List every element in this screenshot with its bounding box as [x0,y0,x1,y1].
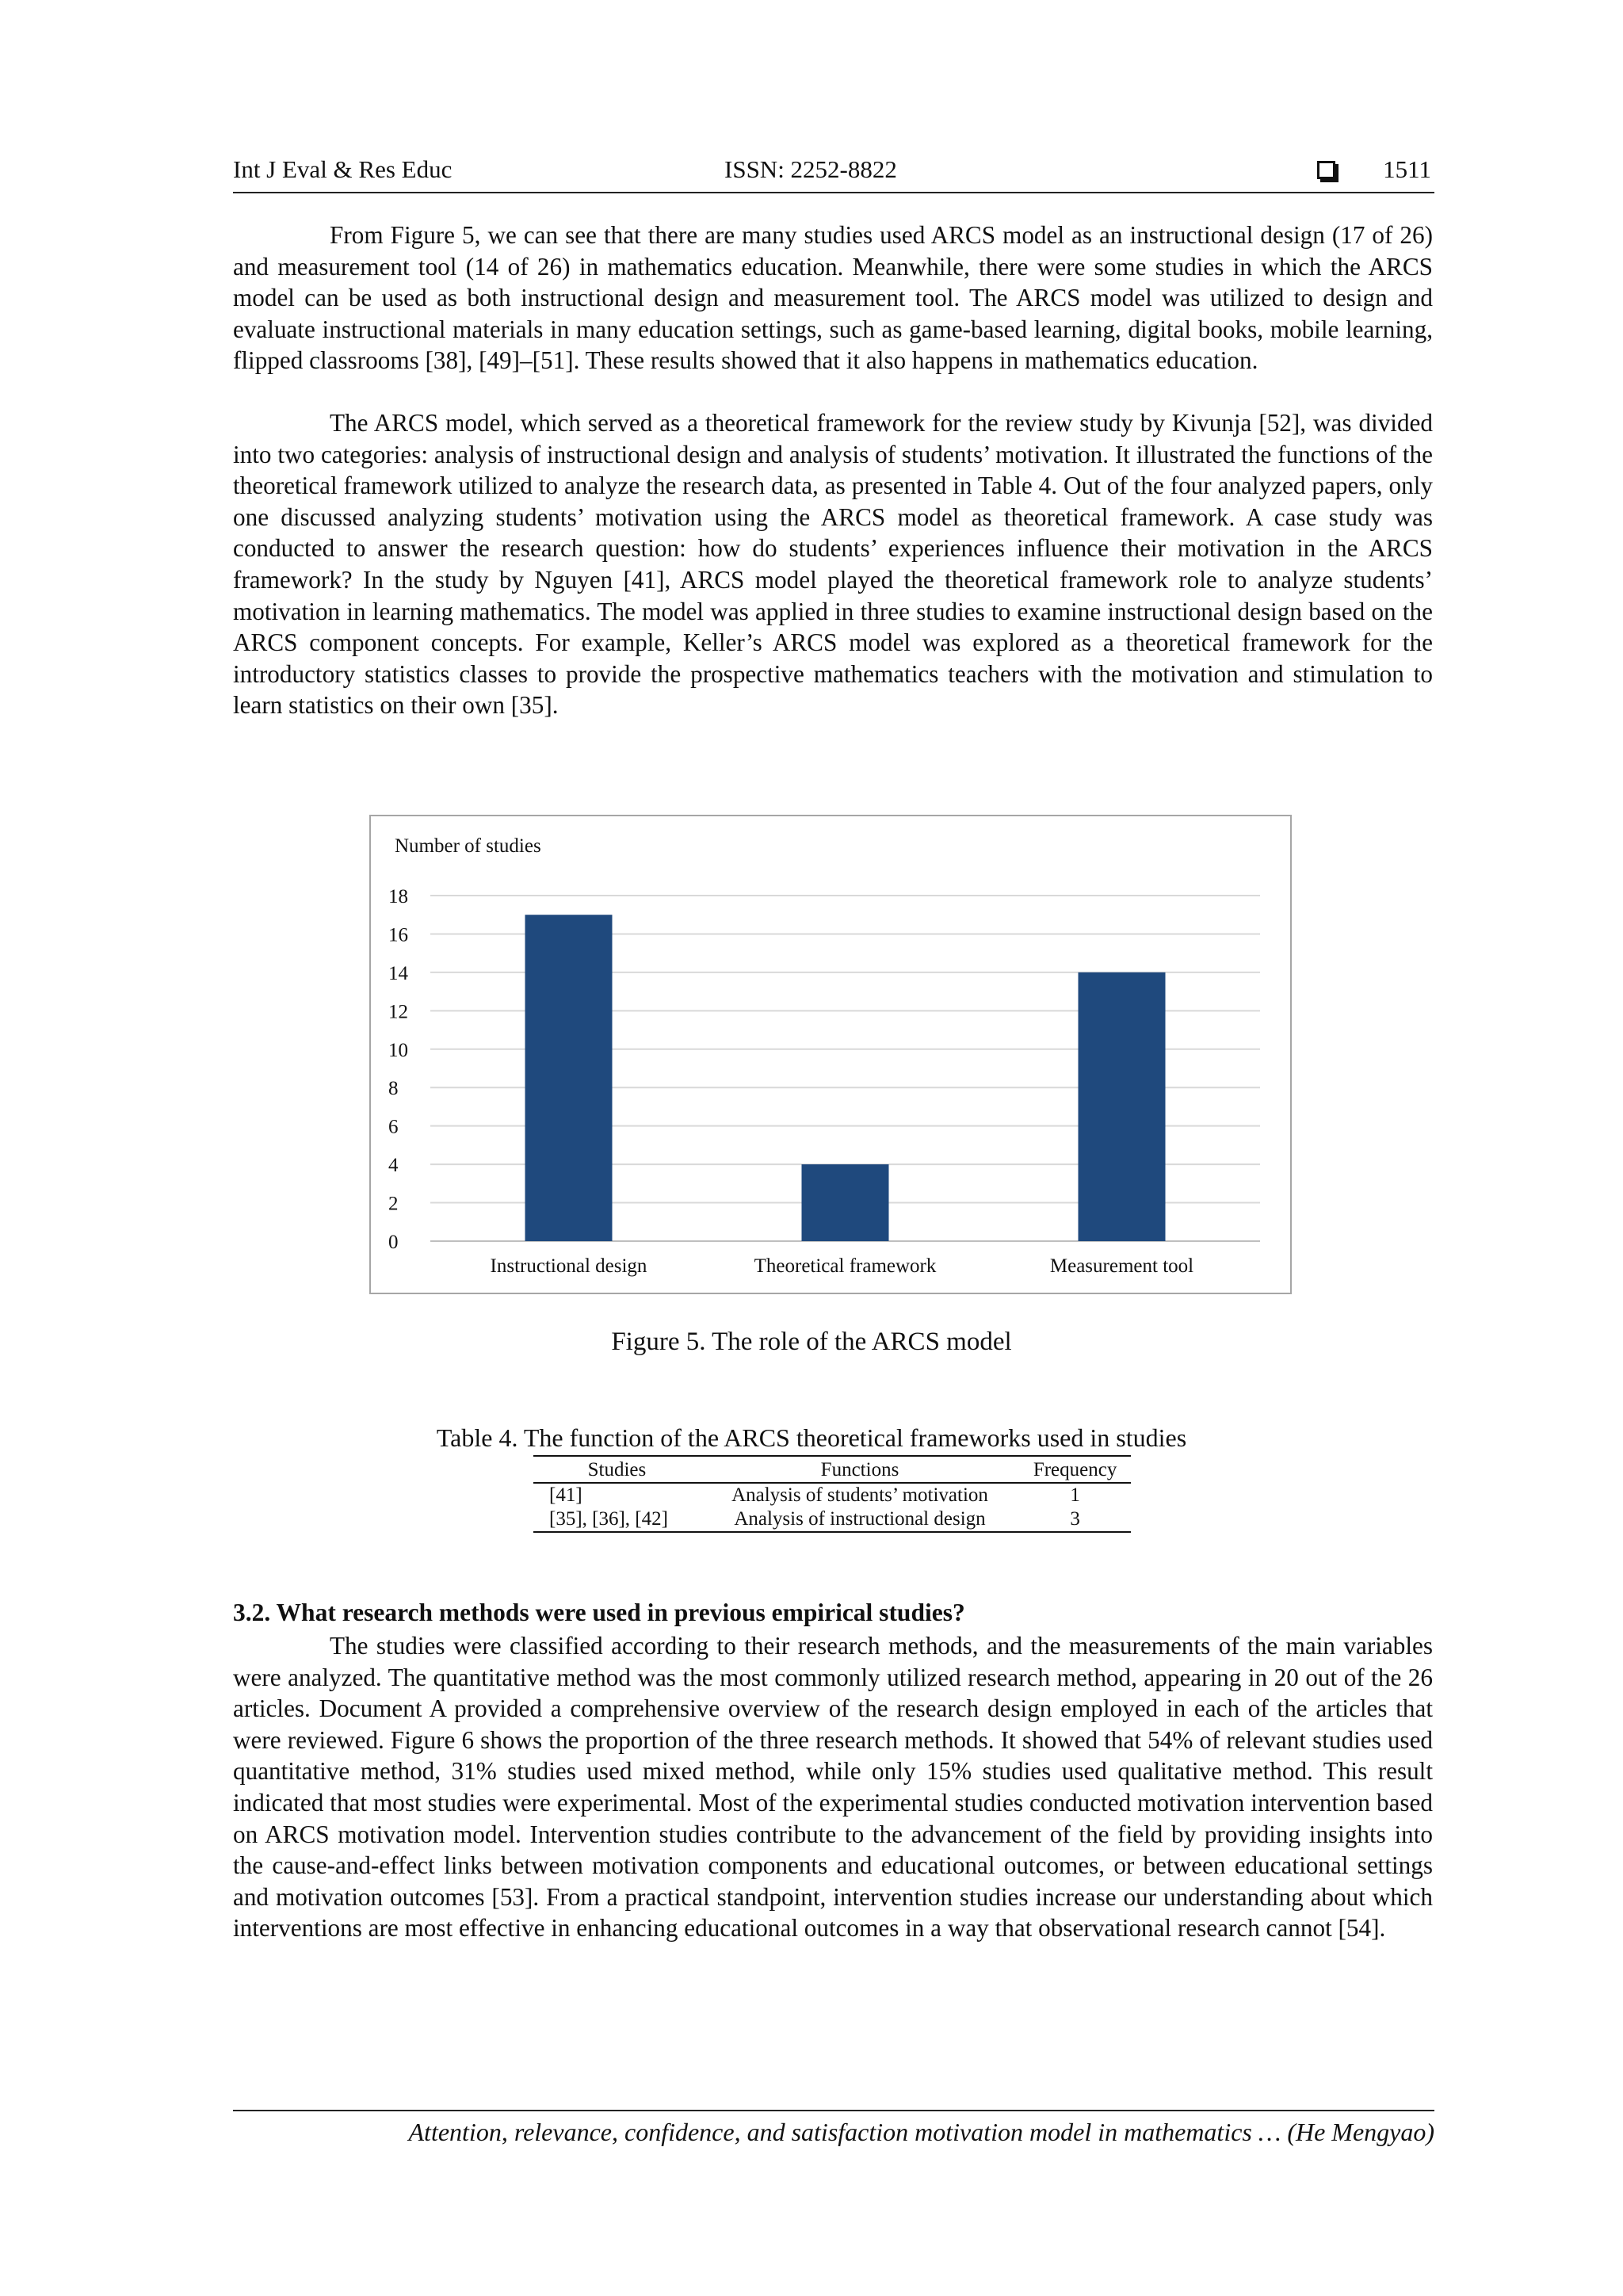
paragraph-3: The studies were classified according to their research methods, and the measurements of the main variables were analyzed. The quantitative method was the most commonly utilized research method, appearing in 20 out of the 26 articles. Document A provided a comprehensive overview of the research design employed in each of the articles that were reviewed. Figure 6 shows the proportion of the three research methods. It showed that 54% of relevant studies used quantitative method, 31% studies used mixed method, while only 15% studies used qualitative method. This result indicated that most studies were experimental. Most of the experimental studies conducted motivation intervention based on ARCS motivation model. Intervention studies contribute to the advancement of the field by providing insights into the cause-and-effect links between motivation components and educational outcomes, or between educational settings and motivation outcomes [53]. From a practical standpoint, intervention studies increase our understanding about which interventions are most effective in enhancing educational outcomes in a way that observational research cannot [54]. [233,1632,1433,1943]
x-tick-label: Theoretical framework [754,1255,937,1277]
cell-frequency: 1 [1070,1484,1080,1506]
y-tick-label: 0 [388,1232,399,1253]
table-caption: Table 4. The function of the ARCS theoretical frameworks used in studies [436,1423,1187,1452]
y-axis-label: Number of studies [395,835,541,857]
y-tick-label: 14 [388,962,408,984]
table-row [533,1483,1131,1507]
x-tick-label: Measurement tool [1049,1255,1194,1277]
col-functions: Functions [701,1456,1019,1483]
page-number: 1511 [1383,155,1431,183]
x-tick-label: Instructional design [490,1255,647,1277]
col-frequency: Frequency [1019,1456,1131,1483]
paragraph-1: From Figure 5, we can see that there are many studies used ARCS model as an instructional design (17 of 26) and measurement tool (14 of 26) in mathematics education. Meanwhile, there were some studies in which the ARCS model can be used as both instructional design and measurement tool. The ARCS model was utilized to design and evaluate instructional materials in many education settings, such as game-based learning, digital books, mobile learning, flipped classrooms [38], [49]–[51]. These results showed that it also happens in mathematics education. [233,221,1433,375]
figure-caption: Figure 5. The role of the ARCS model [611,1328,1012,1356]
y-tick-label: 4 [388,1155,399,1177]
running-header [233,155,1434,193]
running-footer: Attention, relevance, confidence, and satisfaction motivation model in mathematics … (He Mengyao) [233,2110,1434,2147]
y-tick-label: 2 [388,1193,399,1215]
cell-functions: Analysis of students’ motivation [731,1484,988,1506]
table-header-row [533,1456,1131,1483]
cell-functions: Analysis of instructional design [701,1507,1019,1532]
bar-measurement-tool [1079,972,1166,1241]
section-heading: 3.2. What research methods were used in previous empirical studies? [233,1599,965,1626]
figure-5-chart [369,815,1292,1294]
y-tick-label: 10 [388,1039,408,1061]
checkbox-icon [1317,161,1335,179]
y-tick-label: 12 [388,1001,408,1023]
cell-studies: [35], [36], [42] [533,1507,701,1532]
table-4 [533,1455,1131,1533]
issn: ISSN: 2252-8822 [724,155,897,183]
journal-name: Int J Eval & Res Educ [233,155,453,183]
col-studies: Studies [533,1456,701,1483]
cell-frequency: 3 [1019,1507,1131,1532]
bar-theoretical-framework [802,1164,889,1241]
bar-instructional-design [525,915,613,1241]
paragraph-2: The ARCS model, which served as a theoretical framework for the review study by Kivunja [52], was divided into two categories: analysis of instructional design and analysis of students’ motivation. It illustrated the functions of the theoretical framework utilized to analyze the research data, as presented in Table 4. Out of the four analyzed papers, only one discussed analyzing students’ motivation using the ARCS model as theoretical framework. A case study was conducted to answer the research question: how do students’ experiences influence their motivation in the ARCS framework? In the study by Nguyen [41], ARCS model played the theoretical framework role to analyze students’ motivation in learning mathematics. The model was applied in three studies to examine instructional design based on the ARCS component concepts. For example, Keller’s ARCS model was explored as a theoretical framework for the introductory statistics classes to provide the prospective mathematics teachers with the motivation and stimulation to learn statistics on their own [35]. [233,409,1433,720]
y-tick-label: 6 [388,1116,399,1138]
y-tick-label: 16 [388,924,408,946]
cell-studies: [41] [549,1484,582,1506]
y-tick-label: 8 [388,1078,399,1100]
table-row [533,1507,1131,1532]
bar-chart [371,816,1293,1296]
y-tick-label: 18 [388,886,408,907]
